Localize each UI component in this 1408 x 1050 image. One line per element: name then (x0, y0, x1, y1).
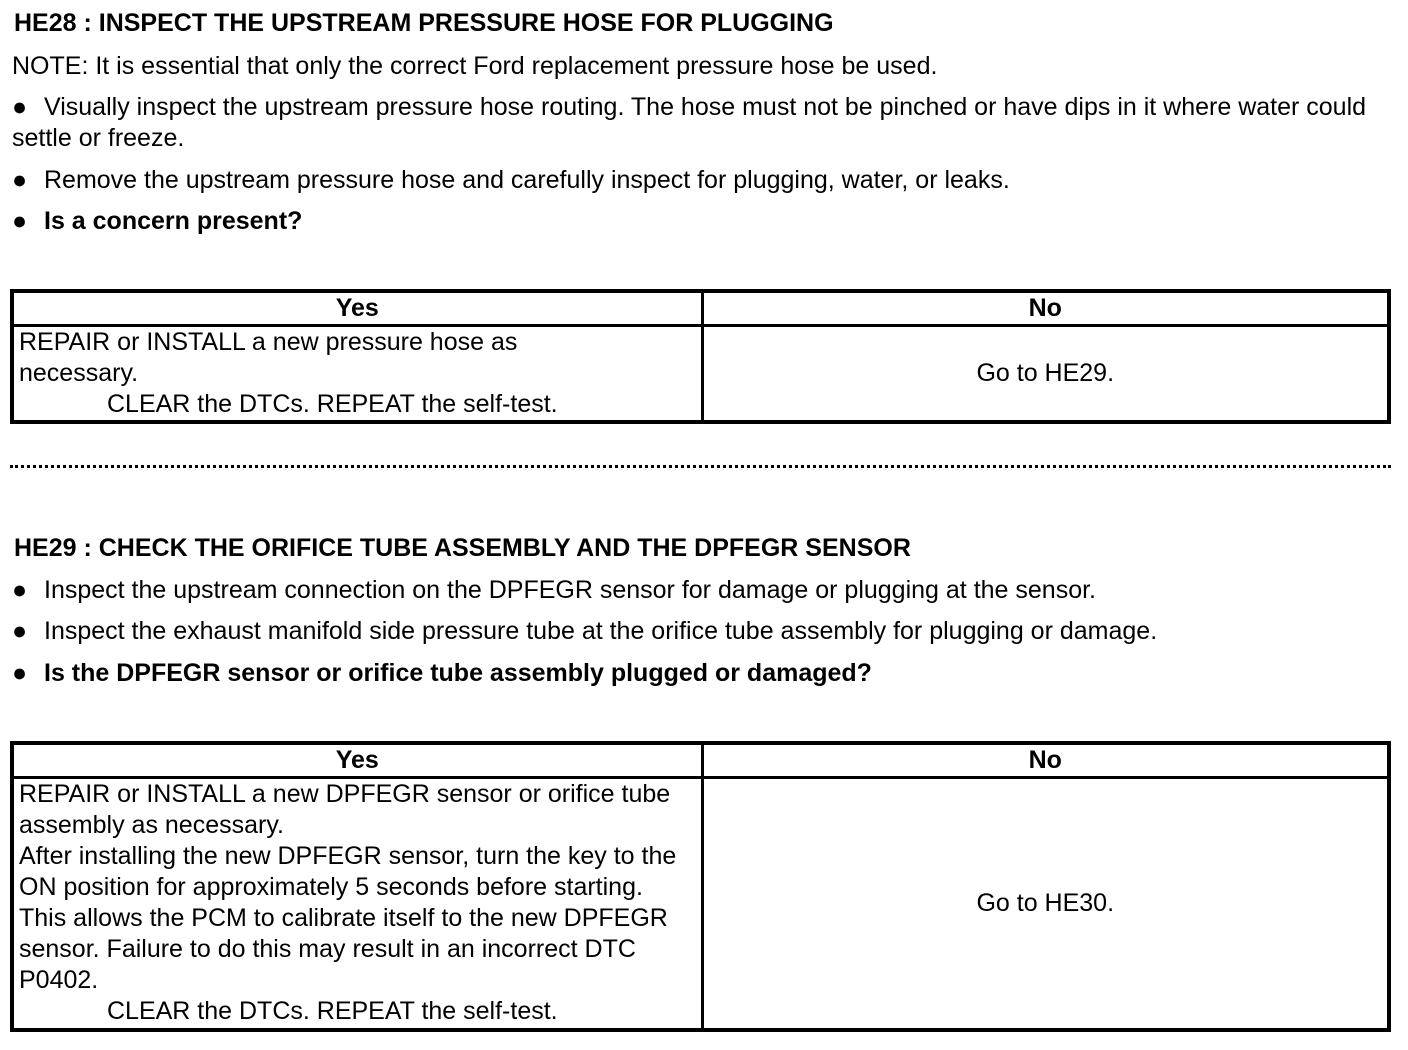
question-text: Is the DPFEGR sensor or orifice tube assembly plugged or damaged? (44, 659, 872, 687)
table-row (12, 778, 1389, 1030)
yes-action: CLEAR the DTCs. REPEAT the self-test. (107, 997, 558, 1025)
bullet-text: Inspect the exhaust manifold side pressure tube at the orifice tube assembly for plugging or damage. (44, 617, 1158, 645)
bullet-icon: ● (12, 166, 28, 194)
bullet-icon: ● (12, 617, 28, 645)
he29-bullet-2 (12, 616, 1392, 647)
he29-heading: HE29 : CHECK THE ORIFICE TUBE ASSEMBLY AND THE DPFEGR SENSOR (14, 534, 911, 562)
yes-line: After installing the new DPFEGR sensor, turn the key to the ON position for approximately 5 seconds before starting. This allows the PCM to calibrate itself to the new DPFEGR sensor. Failure to do this may result in an incorrect DTC P0402. (19, 842, 677, 994)
no-cell: Go to HE30. (702, 778, 1389, 1030)
he28-heading: HE28 : INSPECT THE UPSTREAM PRESSURE HOSE FOR PLUGGING (14, 9, 834, 37)
he29-question (12, 658, 1392, 689)
he28-decision-table (10, 289, 1391, 424)
bullet-text: Remove the upstream pressure hose and carefully inspect for plugging, water, or leaks. (44, 166, 1010, 194)
bullet-text: Visually inspect the upstream pressure hose routing. The hose must not be pinched or have dips in it where water could settle or freeze. (12, 93, 1367, 152)
table-header-row (12, 291, 1389, 326)
section-divider (10, 465, 1391, 468)
bullet-icon: ● (12, 93, 28, 121)
question-text: Is a concern present? (44, 207, 303, 235)
bullet-icon: ● (12, 659, 28, 687)
no-header: No (702, 743, 1389, 778)
he28-bullet-2 (12, 165, 1392, 196)
he28-note: NOTE: It is essential that only the correct Ford replacement pressure hose be used. (12, 52, 938, 80)
no-header: No (702, 291, 1389, 326)
he29-decision-table (10, 741, 1391, 1032)
yes-line: REPAIR or INSTALL a new DPFEGR sensor or orifice tube assembly as necessary. (19, 780, 671, 839)
no-cell: Go to HE29. (702, 326, 1389, 423)
yes-header: Yes (12, 291, 702, 326)
yes-cell (12, 778, 702, 1030)
he29-bullet-1 (12, 575, 1392, 606)
he28-question (12, 206, 1392, 237)
he28-bullet-1 (12, 92, 1392, 154)
table-header-row (12, 743, 1389, 778)
bullet-icon: ● (12, 576, 28, 604)
bullet-text: Inspect the upstream connection on the DPFEGR sensor for damage or plugging at the sensor. (44, 576, 1096, 604)
yes-cell (12, 326, 702, 423)
table-row (12, 326, 1389, 423)
yes-line: REPAIR or INSTALL a new pressure hose as necessary. (19, 328, 518, 387)
bullet-icon: ● (12, 207, 28, 235)
yes-action: CLEAR the DTCs. REPEAT the self-test. (107, 390, 558, 418)
yes-header: Yes (12, 743, 702, 778)
